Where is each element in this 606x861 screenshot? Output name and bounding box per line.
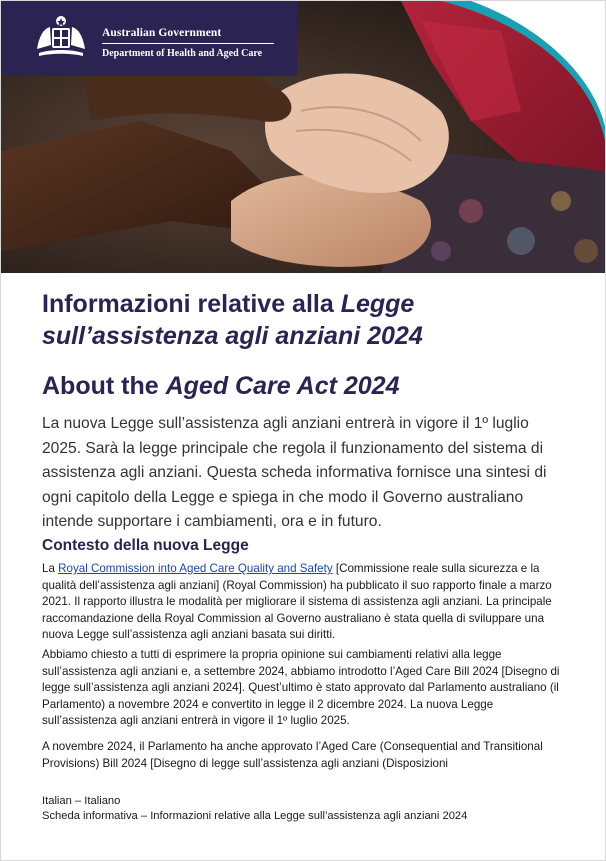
government-banner bbox=[1, 1, 297, 76]
title-italian-emphasis-line2: sull’assistenza agli anziani 2024 bbox=[42, 322, 423, 350]
title-italian-emphasis: Legge bbox=[340, 290, 415, 318]
paragraph-2: Abbiamo chiesto a tutti di esprimere la propria opinione sui cambiamenti relativi alla legge sull’assistenza agli anziani e, a settembre 2024, abbiamo introdotto l’Aged Care Bill 2024 [Disegno di legge sull’assistenza agli anziani 2024]. Quest’ultimo è stato approvato dal Parlamento australiano (il Parlamento) a novembre 2024 e convertito in legge il 2 dicembre 2024. La nuova Legge sull’assistenza agli anziani entrerà in vigore il 1º luglio 2025. bbox=[42, 648, 560, 728]
footer-document-title: Scheda informativa – Informazioni relative alla Legge sull’assistenza agli anziani 2024 bbox=[42, 810, 468, 823]
intro-paragraph: La nuova Legge sull’assistenza agli anziani entrerà in vigore il 1º luglio 2025. Sarà la legge principale che regola il funzionamento del sistema di assistenza agli anziani. Questa scheda informativa fornisce una sintesi di ogni capitolo della Legge e spiega in che modo il Governo australiano intende supportare i cambiamenti, ora e in futuro. bbox=[42, 415, 547, 530]
footer-language: Italian – Italiano bbox=[42, 795, 121, 807]
paragraph-1-body: [Commissione reale sulla sicurezza e la qualità dell’assistenza agli anziani] (Royal Commission) ha pubblicato il suo rapporto finale a marzo 2021. Il rapporto illustra le modalità per migliorare il sistema di assistenza agli anziani. La principale raccomandazione della Royal Commission al Governo australiano è stata quella di sviluppare una nuova Legge sull’assistenza agli anziani basata sui diritti. bbox=[42, 562, 552, 642]
paragraph-1-lead: La bbox=[42, 562, 59, 575]
banner-divider bbox=[102, 43, 274, 44]
hero-image bbox=[1, 1, 605, 273]
department-name: Department of Health and Aged Care bbox=[102, 48, 263, 59]
paragraph-1 bbox=[42, 561, 570, 644]
title-english-emphasis: Aged Care Act 2024 bbox=[165, 372, 400, 400]
section-heading: Contesto della nuova Legge bbox=[42, 537, 249, 554]
royal-commission-link[interactable]: Royal Commission into Aged Care Quality and Safety bbox=[58, 562, 333, 575]
title-english-text: About the bbox=[42, 372, 166, 400]
title-english bbox=[42, 370, 582, 402]
government-name: Australian Government bbox=[102, 27, 222, 39]
paragraph-3: A novembre 2024, il Parlamento ha anche approvato l’Aged Care (Consequential and Transitional Provisions) Bill 2024 [Disegno di legge sull’assistenza agli anziani (Disposizioni bbox=[42, 740, 543, 770]
title-italian-text: Informazioni relative alla bbox=[42, 290, 341, 318]
coat-of-arms-icon bbox=[33, 15, 89, 59]
page-footer bbox=[42, 794, 467, 824]
title-italian bbox=[42, 288, 582, 352]
